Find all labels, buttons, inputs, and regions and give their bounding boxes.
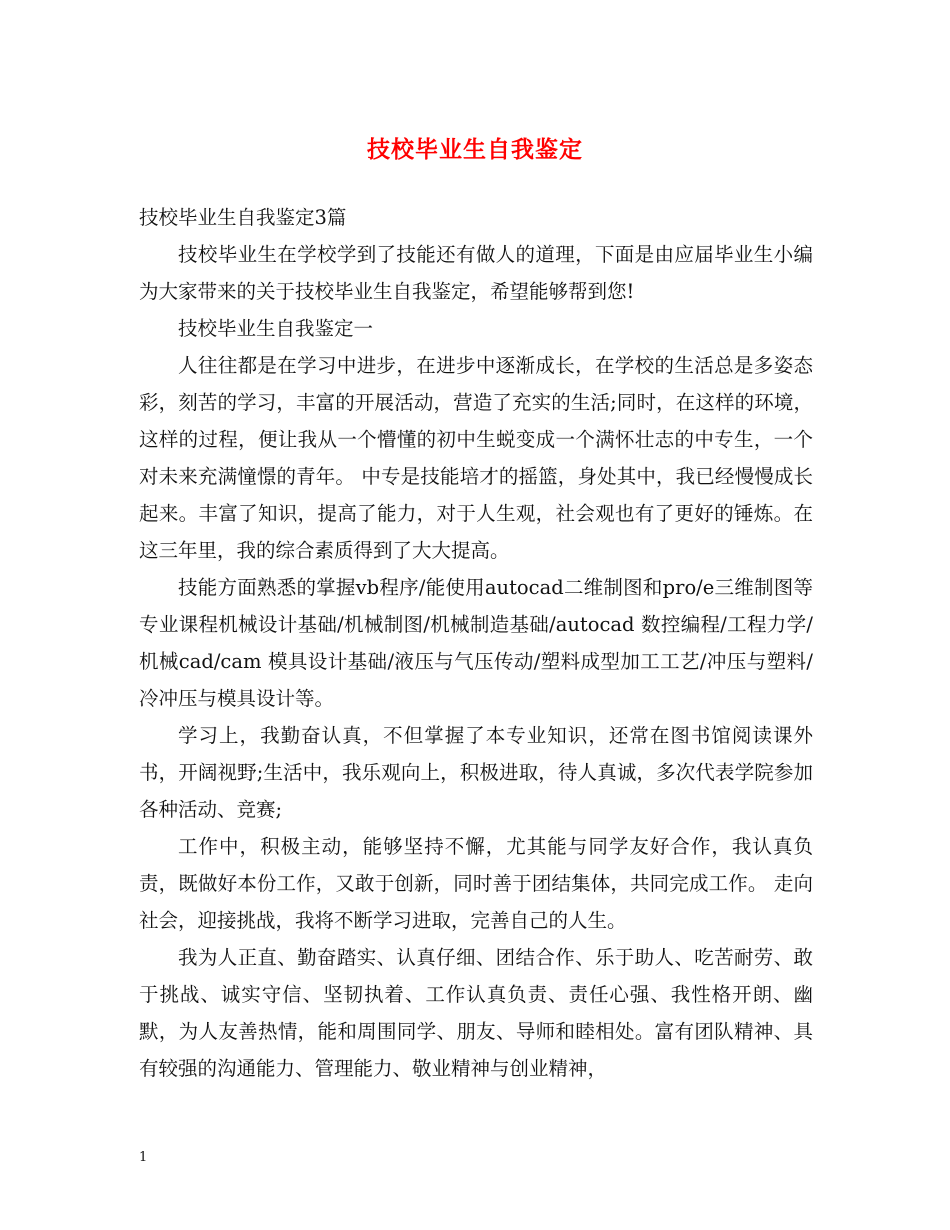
section-heading: 技校毕业生自我鉴定一 <box>178 317 374 340</box>
subtitle-line: 技校毕业生自我鉴定3篇 <box>139 206 347 229</box>
body-paragraph: 人往往都是在学习中进步，在进步中逐渐成长，在学校的生活总是多姿态彩，刻苦的学习，丰富的开展活动，营造了充实的生活;同时，在这样的环境，这样的过程，便让我从一个懵懂的初中生蜕变成一个满怀壮志的中专生，一个对未来充满憧憬的青年。 中专是技能培才的摇篮，身处其中，我已经慢慢成长起来。丰富了知识，提高了能力，对于人生观，社会观也有了更好的锤炼。在这三年里，我的综合素质得到了大大提高。 <box>139 354 813 562</box>
document-body <box>139 199 813 1087</box>
document-title: 技校毕业生自我鉴定 <box>367 136 583 163</box>
page-number: 1 <box>139 1150 148 1165</box>
body-paragraph: 我为人正直、勤奋踏实、认真仔细、团结合作、乐于助人、吃苦耐劳、敢于挑战、诚实守信、坚韧执着、工作认真负责、责任心强、我性格开朗、幽默，为人友善热情，能和周围同学、朋友、导师和睦相处。富有团队精神、具有较强的沟通能力、管理能力、敬业精神与创业精神， <box>139 946 813 1080</box>
body-paragraph: 工作中，积极主动，能够坚持不懈，尤其能与同学友好合作，我认真负责，既做好本份工作，又敢于创新，同时善于团结集体，共同完成工作。 走向社会，迎接挑战，我将不断学习进取，完善自己的人生。 <box>139 835 813 932</box>
intro-paragraph: 技校毕业生在学校学到了技能还有做人的道理，下面是由应届毕业生小编为大家带来的关于技校毕业生自我鉴定，希望能够帮到您! <box>139 243 813 303</box>
body-paragraph: 技能方面熟悉的掌握vb程序/能使用autocad二维制图和pro/e三维制图等专业课程机械设计基础/机械制图/机械制造基础/autocad 数控编程/工程力学/机械cad/cam 模具设计基础/液压与气压传动/塑料成型加工工艺/冲压与塑料/冷冲压与模具设计等。 <box>139 576 813 710</box>
body-paragraph: 学习上，我勤奋认真，不但掌握了本专业知识，还常在图书馆阅读课外书，开阔视野;生活中，我乐观向上，积极进取，待人真诚，多次代表学院参加各种活动、竞赛; <box>139 724 813 821</box>
